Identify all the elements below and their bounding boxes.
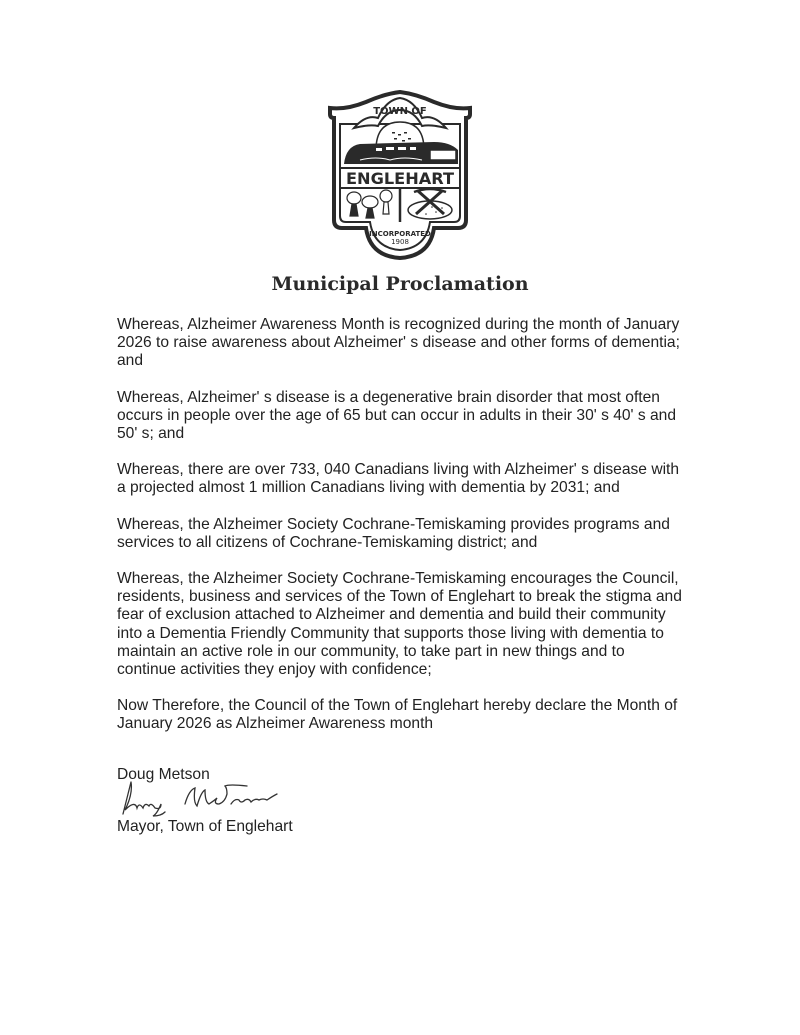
logo-top-text: TOWN OF [373,106,427,117]
signer-title: Mayor, Town of Englehart [117,818,293,835]
page-title: Municipal Proclamation [271,273,529,295]
signature-block [117,766,377,836]
logo-town-name: ENGLEHART [346,169,455,188]
whereas-paragraph-5: Whereas, the Alzheimer Society Cochrane-Temiskaming encourages the Council, residents, business and services of the Town of Englehart to break the stigma and fear of exclusion attached to Alzheimer and dementia and build their community into a Dementia Friendly Community that supports those living with dementia to maintain an active role in our community, to take part in new things and to continue activities they enjoy with confidence; [117,570,682,679]
logo-incorporated-label: INCORPORATED [369,230,431,238]
now-therefore-paragraph: Now Therefore, the Council of the Town of Englehart hereby declare the Month of January 2026 as Alzheimer Awareness month [117,697,678,733]
proclamation-body [117,316,687,752]
whereas-paragraph-2: Whereas, Alzheimer' s disease is a degenerative brain disorder that most often occurs in people over the age of 65 but can occur in adults in their 30' s 40' s and 50' s; and [117,388,677,443]
signer-name: Doug Metson [117,766,210,783]
handwritten-signature-icon [117,780,337,820]
whereas-paragraph-1: Whereas, Alzheimer Awareness Month is recognized during the month of January 2026 to raise awareness about Alzheimer' s disease and other forms of dementia; and [117,316,680,370]
logo-incorporated-year: 1908 [391,238,409,246]
whereas-paragraph-3: Whereas, there are over 733, 040 Canadians living with Alzheimer' s disease with a projected almost 1 million Canadians living with dementia by 2031; and [117,461,680,497]
whereas-paragraph-4: Whereas, the Alzheimer Society Cochrane-Temiskaming provides programs and services to all citizens of Cochrane-Temiskaming district; and [117,515,670,551]
town-crest-logo [326,88,474,260]
